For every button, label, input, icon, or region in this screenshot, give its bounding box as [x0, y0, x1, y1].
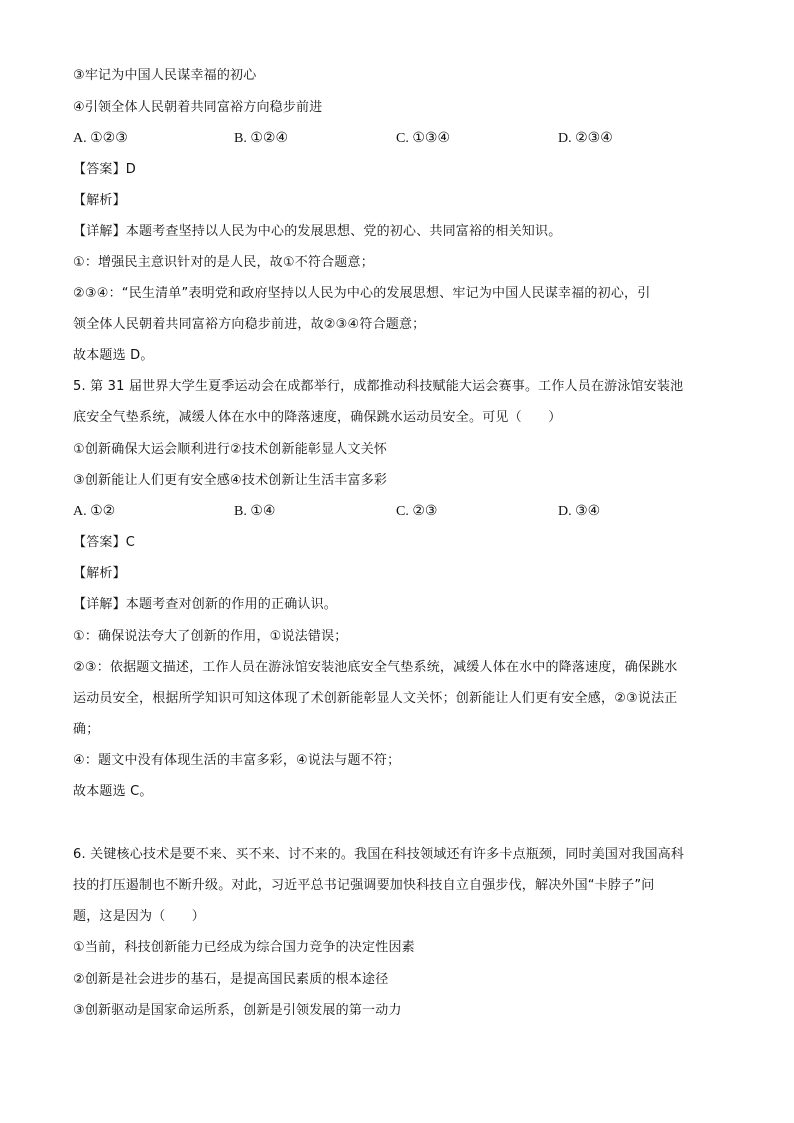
- q5-option-b: B. ①④: [234, 504, 276, 519]
- q6-stem-line-3: 题，这是因为（ ）: [73, 909, 206, 924]
- q5-items-3-4: ③创新能让人们更有安全感④技术创新让生活丰富多彩: [73, 473, 388, 488]
- q4-explanation-2b: 领全体人民朝着共同富裕方向稳步前进，故②③④符合题意；: [73, 317, 426, 332]
- q4-option-a: A. ①②③: [73, 131, 128, 146]
- q4-detail: 【详解】本题考查坚持以人民为中心的发展思想、党的初心、共同富裕的相关知识。: [73, 224, 562, 239]
- q6-item-2: ②创新是社会进步的基石，是提高国民素质的根本途径: [73, 972, 389, 987]
- q5-conclusion: 故本题选 C。: [73, 784, 153, 799]
- q5-explanation-2b: 运动员安全，根据所学知识可知这体现了术创新能彰显人文关怀；创新能让人们更有安全感，②③说法正: [73, 691, 678, 706]
- q6-stem-line-1: 6. 关键核心技术是要不来、买不来、讨不来的。我国在科技领域还有许多卡点瓶颈，同时美国对我国高科: [73, 847, 685, 862]
- q5-explanation-1: ①：确保说法夸大了创新的作用，①说法错误；: [73, 629, 348, 644]
- q4-option-d: D. ②③④: [558, 131, 613, 146]
- q4-item-4: ④引领全体人民朝着共同富裕方向稳步前进: [73, 100, 323, 115]
- q6-item-3: ③创新驱动是国家命运所系，创新是引领发展的第一动力: [73, 1003, 402, 1018]
- q5-answer: 【答案】C: [73, 535, 136, 550]
- q5-option-c: C. ②③: [396, 504, 438, 519]
- q5-explanation-2a: ②③：依据题文描述，工作人员在游泳馆安装池底安全气垫系统，减缓人体在水中的降落速度，确保跳水: [73, 660, 678, 675]
- q5-explanation-2c: 确；: [73, 722, 100, 737]
- q5-explanation-3: ④：题文中没有体现生活的丰富多彩，④说法与题不符；: [73, 753, 401, 768]
- q6-item-1: ①当前，科技创新能力已经成为综合国力竞争的决定性因素: [73, 940, 415, 955]
- q6-stem-line-2: 技的打压遏制也不断升级。对此，习近平总书记强调要加快科技自立自强步伐，解决外国“卡脖子”问: [73, 878, 655, 893]
- q4-item-3: ③牢记为中国人民谋幸福的初心: [73, 68, 257, 83]
- q5-detail: 【详解】本题考查对创新的作用的正确认识。: [73, 597, 338, 612]
- q4-explanation-1: ①：增强民主意识针对的是人民，故①不符合题意；: [73, 255, 374, 270]
- q4-option-c: C. ①③④: [396, 131, 450, 146]
- q5-option-d: D. ③④: [558, 504, 601, 519]
- q4-explanation-2a: ②③④：“民生清单”表明党和政府坚持以人民为中心的发展思想、牢记为中国人民谋幸福的初心，引: [73, 286, 651, 301]
- q4-answer: 【答案】D: [73, 162, 137, 177]
- q5-analysis-label: 【解析】: [73, 566, 126, 581]
- q4-analysis-label: 【解析】: [73, 193, 126, 208]
- q4-conclusion: 故本题选 D。: [73, 348, 154, 363]
- q4-option-b: B. ①②④: [234, 131, 288, 146]
- q5-stem-line-1: 5. 第 31 届世界大学生夏季运动会在成都举行，成都推动科技赋能大运会赛事。工作人员在游泳馆安装池: [73, 379, 684, 394]
- q5-option-a: A. ①②: [73, 504, 116, 519]
- q5-items-1-2: ①创新确保大运会顺利进行②技术创新能彰显人文关怀: [73, 442, 388, 457]
- q5-stem-line-2: 底安全气垫系统，减缓人体在水中的降落速度，确保跳水运动员安全。可见（ ）: [73, 410, 562, 425]
